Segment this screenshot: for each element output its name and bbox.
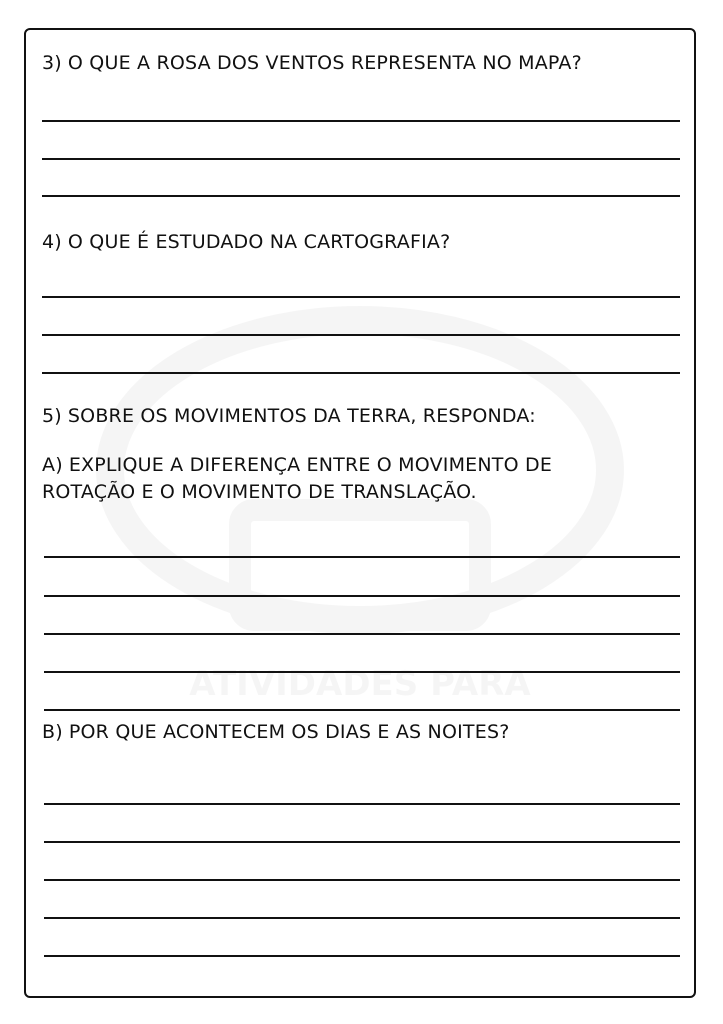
sub-question-b-letter: B) bbox=[42, 721, 63, 743]
answer-line[interactable] bbox=[44, 803, 680, 805]
answer-line[interactable] bbox=[44, 917, 680, 919]
answer-line[interactable] bbox=[42, 334, 680, 336]
sub-question-b bbox=[42, 719, 510, 745]
question-4-text: O QUE É ESTUDADO NA CARTOGRAFIA? bbox=[67, 231, 451, 253]
answer-line[interactable] bbox=[44, 955, 680, 957]
question-3 bbox=[42, 50, 582, 76]
sub-question-a-continued bbox=[42, 479, 477, 505]
question-3-text: O QUE A ROSA DOS VENTOS REPRESENTA NO MAPA? bbox=[67, 52, 582, 74]
worksheet-border bbox=[24, 28, 696, 998]
answer-line[interactable] bbox=[44, 556, 680, 558]
question-4 bbox=[42, 229, 450, 255]
answer-line[interactable] bbox=[42, 120, 680, 122]
answer-line[interactable] bbox=[44, 633, 680, 635]
question-5-number: 5) bbox=[42, 405, 62, 427]
answer-line[interactable] bbox=[44, 671, 680, 673]
answer-line[interactable] bbox=[44, 595, 680, 597]
answer-line[interactable] bbox=[42, 372, 680, 374]
answer-line[interactable] bbox=[42, 158, 680, 160]
answer-line[interactable] bbox=[42, 195, 680, 197]
answer-line[interactable] bbox=[44, 841, 680, 843]
answer-line[interactable] bbox=[44, 709, 680, 711]
question-4-number: 4) bbox=[42, 231, 62, 253]
sub-question-a-line2: ROTAÇÃO E O MOVIMENTO DE TRANSLAÇÃO. bbox=[42, 481, 477, 503]
sub-question-a bbox=[42, 452, 552, 478]
sub-question-a-letter: A) bbox=[42, 454, 63, 476]
answer-line[interactable] bbox=[44, 879, 680, 881]
answer-line[interactable] bbox=[42, 296, 680, 298]
sub-question-a-line1: EXPLIQUE A DIFERENÇA ENTRE O MOVIMENTO DE bbox=[68, 454, 553, 476]
question-5-text: SOBRE OS MOVIMENTOS DA TERRA, RESPONDA: bbox=[67, 405, 536, 427]
question-3-number: 3) bbox=[42, 52, 62, 74]
sub-question-b-text: POR QUE ACONTECEM OS DIAS E AS NOITES? bbox=[68, 721, 510, 743]
question-5 bbox=[42, 403, 536, 429]
